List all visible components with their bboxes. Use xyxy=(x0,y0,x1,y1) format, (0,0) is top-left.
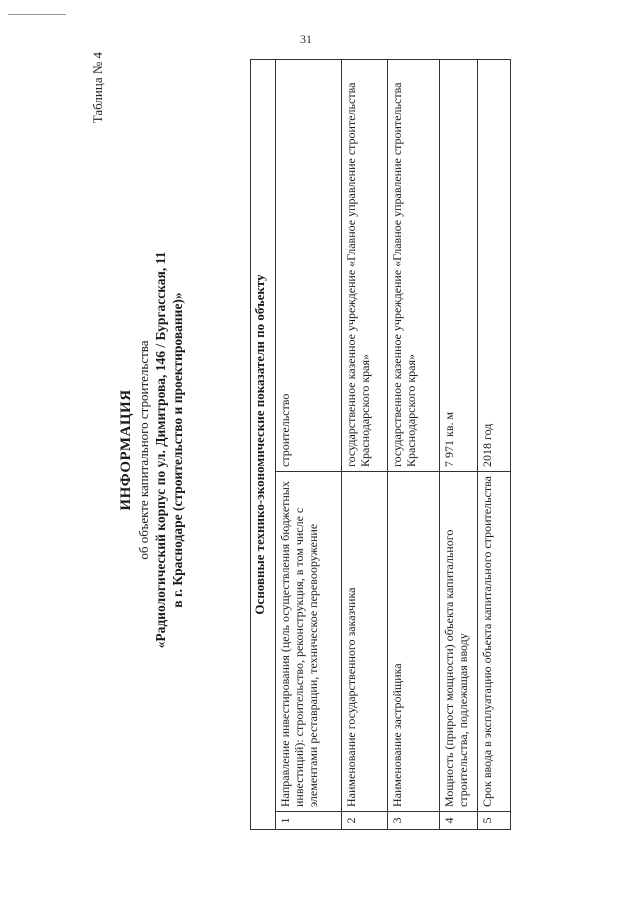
scan-artifact-line xyxy=(8,14,66,15)
table-label: Таблица № 4 xyxy=(90,52,105,124)
table-row xyxy=(342,59,388,829)
indicators-table xyxy=(250,59,511,830)
row-indicator-value: строительство xyxy=(276,59,342,471)
table-header: Основные технико-экономические показатели по объекту xyxy=(251,59,276,829)
row-number: 5 xyxy=(478,812,511,830)
row-indicator-value: 2018 год xyxy=(478,59,511,471)
row-indicator-value: государственное казенное учреждение «Главное управление строительства Краснодарского края» xyxy=(342,59,388,471)
rotated-page-content xyxy=(70,30,510,870)
row-indicator-name: Направление инвестирования (цель осуществления бюджетных инвестиций): строительство, реконструкция, в том числе с элементами реставрации, техническое перевооружение xyxy=(276,472,342,812)
row-indicator-value: государственное казенное учреждение «Главное управление строительства Краснодарского края» xyxy=(388,59,440,471)
row-indicator-name: Срок ввода в эксплуатацию объекта капитального строительства xyxy=(478,472,511,812)
row-number: 2 xyxy=(342,812,388,830)
table-row xyxy=(440,59,478,829)
heading-title: ИНФОРМАЦИЯ xyxy=(118,389,134,511)
row-number: 4 xyxy=(440,812,478,830)
document-heading xyxy=(118,30,186,870)
table-header-row xyxy=(251,59,276,829)
heading-subtitle: об объекте капитального строительства xyxy=(136,340,151,560)
row-indicator-name: Наименование застройщика xyxy=(388,472,440,812)
page-number: 31 xyxy=(300,32,312,46)
table-row xyxy=(388,59,440,829)
heading-object-name: «Радиологический корпус по ул. Димитрова, 146 / Бургасская, 11 xyxy=(153,251,168,649)
row-indicator-name: Мощность (прирост мощности) объекта капитального строительства, подлежащая вводу xyxy=(440,472,478,812)
table-row xyxy=(276,59,342,829)
table-row xyxy=(478,59,511,829)
row-number: 3 xyxy=(388,812,440,830)
row-number: 1 xyxy=(276,812,342,830)
heading-object-location: в г. Краснодаре (строительство и проектирование)» xyxy=(170,292,185,608)
row-indicator-value: 7 971 кв. м xyxy=(440,59,478,471)
row-indicator-name: Наименование государственного заказчика xyxy=(342,472,388,812)
